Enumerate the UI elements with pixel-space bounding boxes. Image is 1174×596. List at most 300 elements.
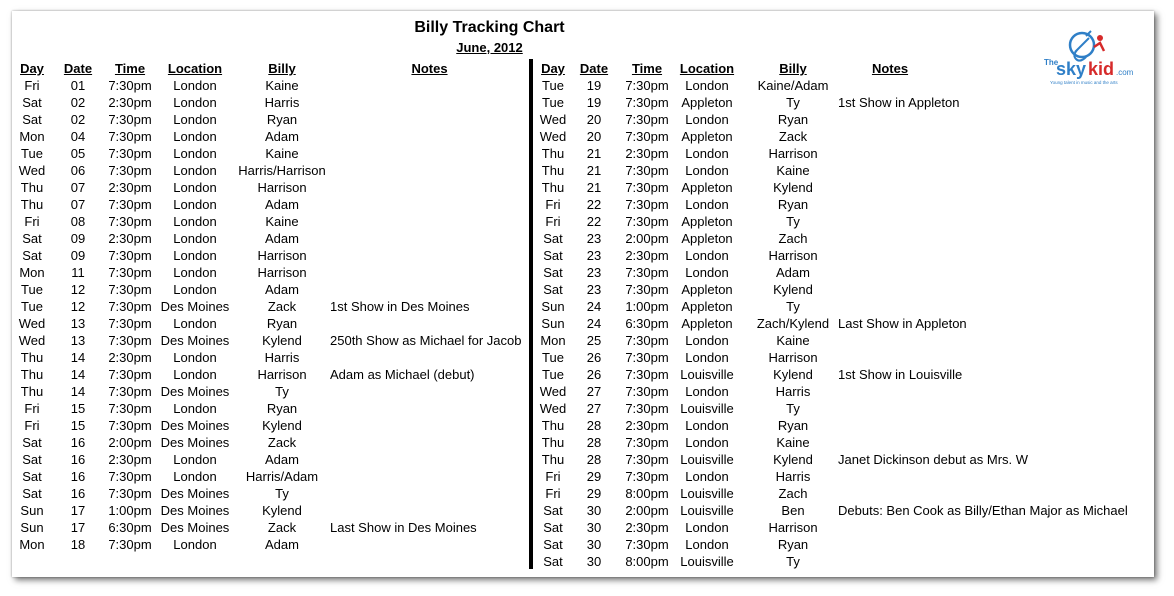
cell-billy: Kylend — [773, 282, 813, 297]
table-header — [12, 60, 528, 77]
table-row — [12, 230, 528, 247]
cell-location: London — [173, 214, 217, 229]
cell-date: 30 — [586, 537, 602, 552]
cell-day: Sat — [22, 486, 42, 501]
table-row — [12, 281, 528, 298]
cell-location: London — [173, 401, 217, 416]
table-row — [533, 468, 1154, 485]
table-row — [12, 468, 528, 485]
cell-date: 19 — [586, 78, 602, 93]
cell-billy: Adam — [265, 282, 299, 297]
cell-location: Des Moines — [160, 520, 230, 535]
cell-day: Sat — [22, 435, 42, 450]
cell-location: London — [685, 112, 729, 127]
header-time: Time — [631, 61, 663, 76]
cell-location: Appleton — [681, 316, 733, 331]
cell-billy: Zach — [778, 486, 808, 501]
cell-day: Tue — [542, 95, 564, 110]
cell-date: 07 — [70, 180, 86, 195]
cell-location: London — [173, 367, 217, 382]
cell-time: 7:30pm — [108, 384, 152, 399]
table-row — [12, 451, 528, 468]
cell-day: Tue — [542, 350, 564, 365]
cell-date: 30 — [586, 503, 602, 518]
cell-date: 15 — [70, 401, 86, 416]
cell-time: 7:30pm — [108, 146, 152, 161]
page-title: Billy Tracking Chart — [414, 19, 565, 36]
table-row — [12, 77, 528, 94]
cell-location: London — [685, 350, 729, 365]
cell-date: 28 — [586, 452, 602, 467]
cell-day: Sat — [22, 95, 42, 110]
table-row — [12, 264, 528, 281]
cell-billy: Harris/Harrison — [238, 163, 326, 178]
cell-billy: Harrison — [768, 520, 818, 535]
cell-date: 28 — [586, 435, 602, 450]
cell-date: 24 — [586, 316, 602, 331]
cell-location: London — [173, 231, 217, 246]
cell-location: Louisville — [680, 554, 734, 569]
cell-location: London — [685, 333, 729, 348]
cell-date: 23 — [586, 231, 602, 246]
cell-time: 7:30pm — [108, 537, 152, 552]
cell-date: 21 — [586, 146, 602, 161]
cell-day: Thu — [541, 452, 565, 467]
cell-time: 7:30pm — [625, 350, 669, 365]
cell-location: Des Moines — [160, 333, 230, 348]
cell-day: Sat — [543, 265, 563, 280]
cell-day: Fri — [545, 214, 561, 229]
cell-location: Louisville — [680, 367, 734, 382]
cell-location: Des Moines — [160, 435, 230, 450]
cell-time: 7:30pm — [108, 129, 152, 144]
cell-notes: 1st Show in Des Moines — [330, 299, 470, 314]
cell-location: London — [173, 129, 217, 144]
cell-location: London — [685, 163, 729, 178]
cell-day: Fri — [24, 78, 40, 93]
cell-location: London — [685, 197, 729, 212]
cell-location: Louisville — [680, 503, 734, 518]
cell-location: London — [685, 248, 729, 263]
cell-day: Wed — [539, 112, 567, 127]
table-row — [533, 383, 1154, 400]
table-row — [12, 400, 528, 417]
cell-date: 08 — [70, 214, 86, 229]
cell-time: 7:30pm — [108, 299, 152, 314]
table-row — [12, 366, 528, 383]
cell-time: 2:30pm — [625, 248, 669, 263]
table-row — [12, 145, 528, 162]
table-row — [533, 179, 1154, 196]
cell-billy: Kaine — [265, 146, 299, 161]
cell-day: Fri — [545, 197, 561, 212]
table-row — [12, 128, 528, 145]
cell-time: 7:30pm — [108, 265, 152, 280]
cell-notes: Janet Dickinson debut as Mrs. W — [838, 452, 1029, 467]
cell-billy: Ty — [786, 554, 800, 569]
cell-date: 16 — [70, 469, 86, 484]
table-row — [12, 383, 528, 400]
cell-location: Louisville — [680, 452, 734, 467]
cell-day: Thu — [541, 180, 565, 195]
table-row — [533, 451, 1154, 468]
cell-location: London — [685, 418, 729, 433]
table-row — [12, 94, 528, 111]
cell-time: 8:00pm — [625, 554, 669, 569]
cell-billy: Zack — [778, 129, 808, 144]
cell-billy: Ty — [786, 401, 800, 416]
table-row — [12, 519, 528, 536]
cell-day: Thu — [20, 197, 44, 212]
header-notes: Notes — [411, 61, 448, 76]
cell-day: Sat — [543, 282, 563, 297]
table-row — [533, 434, 1154, 451]
schedule-table-left — [12, 60, 528, 553]
cell-billy: Zach/Kylend — [756, 316, 830, 331]
cell-billy: Kylend — [773, 452, 813, 467]
cell-billy: Harrison — [768, 146, 818, 161]
cell-date: 12 — [70, 282, 86, 297]
cell-billy: Adam — [265, 452, 299, 467]
table-row — [533, 536, 1154, 553]
header-day: Day — [541, 61, 565, 76]
cell-date: 05 — [70, 146, 86, 161]
cell-time: 7:30pm — [108, 282, 152, 297]
cell-location: London — [173, 316, 217, 331]
cell-day: Tue — [21, 282, 43, 297]
cell-time: 7:30pm — [625, 384, 669, 399]
cell-location: London — [173, 469, 217, 484]
table-row — [533, 264, 1154, 281]
cell-date: 26 — [586, 350, 602, 365]
table-row — [533, 196, 1154, 213]
cell-billy: Harris — [264, 95, 300, 110]
cell-date: 23 — [586, 248, 602, 263]
cell-location: London — [173, 146, 217, 161]
cell-time: 7:30pm — [108, 333, 152, 348]
cell-billy: Kylend — [773, 180, 813, 195]
cell-time: 7:30pm — [625, 469, 669, 484]
cell-billy: Ryan — [266, 316, 298, 331]
table-row — [12, 298, 528, 315]
cell-billy: Ty — [786, 214, 800, 229]
cell-notes: 1st Show in Louisville — [838, 367, 963, 382]
cell-location: London — [173, 197, 217, 212]
cell-date: 18 — [70, 537, 86, 552]
table-row — [533, 111, 1154, 128]
cell-time: 7:30pm — [108, 418, 152, 433]
cell-day: Sun — [541, 316, 565, 331]
cell-billy: Kaine — [265, 214, 299, 229]
cell-time: 7:30pm — [108, 486, 152, 501]
cell-time: 2:00pm — [625, 231, 669, 246]
table-row — [533, 315, 1154, 332]
cell-day: Sat — [543, 231, 563, 246]
header-day: Day — [20, 61, 44, 76]
cell-date: 20 — [586, 129, 602, 144]
cell-billy: Zack — [267, 299, 297, 314]
cell-time: 7:30pm — [108, 112, 152, 127]
cell-billy: Harris — [264, 350, 300, 365]
table-row — [12, 536, 528, 553]
cell-date: 19 — [586, 95, 602, 110]
cell-time: 7:30pm — [625, 197, 669, 212]
cell-date: 13 — [70, 316, 86, 331]
table-row — [533, 349, 1154, 366]
cell-notes: Last Show in Des Moines — [330, 520, 477, 535]
cell-location: London — [173, 248, 217, 263]
cell-location: Appleton — [681, 129, 733, 144]
cell-date: 02 — [70, 95, 86, 110]
cell-location: London — [173, 452, 217, 467]
cell-billy: Ben — [781, 503, 805, 518]
table-row — [533, 485, 1154, 502]
page-subtitle: June, 2012 — [456, 40, 523, 55]
cell-day: Sat — [22, 452, 42, 467]
table-row — [533, 332, 1154, 349]
cell-day: Sat — [22, 112, 42, 127]
table-row — [12, 434, 528, 451]
cell-location: Appleton — [681, 95, 733, 110]
cell-time: 7:30pm — [108, 248, 152, 263]
cell-time: 2:30pm — [625, 146, 669, 161]
cell-time: 2:30pm — [625, 418, 669, 433]
cell-date: 01 — [70, 78, 86, 93]
cell-time: 7:30pm — [625, 367, 669, 382]
cell-location: London — [173, 112, 217, 127]
table-row — [533, 502, 1154, 519]
cell-date: 02 — [70, 112, 86, 127]
cell-date: 12 — [70, 299, 86, 314]
cell-billy: Adam — [776, 265, 810, 280]
cell-time: 7:30pm — [108, 401, 152, 416]
cell-billy: Ryan — [266, 401, 298, 416]
cell-time: 7:30pm — [625, 180, 669, 195]
cell-date: 16 — [70, 435, 86, 450]
cell-time: 7:30pm — [625, 333, 669, 348]
table-row — [533, 417, 1154, 434]
cell-time: 2:30pm — [108, 180, 152, 195]
cell-billy: Kylend — [773, 367, 813, 382]
table-row — [533, 94, 1154, 111]
cell-day: Wed — [18, 333, 46, 348]
cell-time: 2:00pm — [625, 503, 669, 518]
cell-billy: Ryan — [777, 197, 809, 212]
cell-time: 7:30pm — [108, 367, 152, 382]
cell-time: 7:30pm — [108, 163, 152, 178]
header-time: Time — [114, 61, 146, 76]
cell-time: 7:30pm — [625, 265, 669, 280]
table-row — [12, 485, 528, 502]
cell-date: 29 — [586, 486, 602, 501]
table-row — [533, 298, 1154, 315]
cell-date: 29 — [586, 469, 602, 484]
schedule-table-right — [533, 60, 1154, 570]
cell-billy: Ryan — [777, 537, 809, 552]
cell-day: Mon — [19, 129, 45, 144]
cell-date: 22 — [586, 197, 602, 212]
cell-time: 7:30pm — [108, 214, 152, 229]
cell-location: Des Moines — [160, 418, 230, 433]
cell-day: Sun — [20, 520, 44, 535]
cell-time: 2:30pm — [108, 95, 152, 110]
cell-date: 26 — [586, 367, 602, 382]
cell-billy: Kaine/Adam — [757, 78, 829, 93]
cell-day: Sat — [543, 520, 563, 535]
cell-day: Mon — [540, 333, 566, 348]
cell-day: Mon — [19, 265, 45, 280]
cell-billy: Harrison — [257, 367, 307, 382]
cell-location: London — [173, 163, 217, 178]
cell-day: Sat — [543, 537, 563, 552]
table-row — [533, 213, 1154, 230]
cell-billy: Zach — [778, 231, 808, 246]
cell-location: Des Moines — [160, 486, 230, 501]
cell-location: Louisville — [680, 401, 734, 416]
cell-day: Tue — [542, 78, 564, 93]
table-row — [533, 366, 1154, 383]
cell-billy: Adam — [265, 129, 299, 144]
cell-notes: Last Show in Appleton — [838, 316, 967, 331]
table-row — [533, 553, 1154, 570]
cell-day: Sat — [543, 248, 563, 263]
table-row — [12, 502, 528, 519]
cell-location: London — [173, 78, 217, 93]
table-row — [533, 128, 1154, 145]
cell-billy: Zack — [267, 435, 297, 450]
cell-billy: Ty — [275, 384, 289, 399]
cell-date: 14 — [70, 367, 86, 382]
cell-location: London — [685, 520, 729, 535]
cell-time: 7:30pm — [625, 129, 669, 144]
table-row — [12, 179, 528, 196]
cell-location: Louisville — [680, 486, 734, 501]
cell-day: Fri — [24, 401, 40, 416]
cell-date: 13 — [70, 333, 86, 348]
cell-date: 07 — [70, 197, 86, 212]
cell-location: Appleton — [681, 299, 733, 314]
cell-location: London — [685, 78, 729, 93]
cell-date: 27 — [586, 401, 602, 416]
cell-day: Thu — [541, 146, 565, 161]
cell-billy: Adam — [265, 231, 299, 246]
cell-billy: Ty — [786, 95, 800, 110]
cell-date: 16 — [70, 452, 86, 467]
cell-time: 7:30pm — [625, 282, 669, 297]
cell-time: 7:30pm — [625, 78, 669, 93]
cell-date: 21 — [586, 163, 602, 178]
cell-time: 2:30pm — [108, 452, 152, 467]
cell-time: 2:30pm — [625, 520, 669, 535]
cell-time: 7:30pm — [625, 452, 669, 467]
cell-date: 30 — [586, 554, 602, 569]
cell-billy: Ty — [786, 299, 800, 314]
cell-billy: Ryan — [777, 418, 809, 433]
cell-time: 2:30pm — [108, 350, 152, 365]
cell-time: 7:30pm — [108, 78, 152, 93]
table-row — [12, 162, 528, 179]
cell-date: 27 — [586, 384, 602, 399]
header-location: Location — [167, 61, 223, 76]
cell-location: Appleton — [681, 180, 733, 195]
cell-date: 15 — [70, 418, 86, 433]
cell-time: 2:00pm — [108, 435, 152, 450]
cell-day: Thu — [20, 384, 44, 399]
table-header — [533, 60, 1154, 77]
cell-time: 1:00pm — [108, 503, 152, 518]
cell-time: 1:00pm — [625, 299, 669, 314]
cell-billy: Harris — [775, 469, 811, 484]
cell-date: 17 — [70, 520, 86, 535]
cell-day: Sat — [543, 503, 563, 518]
cell-day: Wed — [539, 401, 567, 416]
cell-notes: Adam as Michael (debut) — [330, 367, 475, 382]
table-row — [533, 519, 1154, 536]
cell-time: 7:30pm — [625, 435, 669, 450]
cell-billy: Adam — [265, 197, 299, 212]
cell-notes: 1st Show in Appleton — [838, 95, 960, 110]
cell-day: Thu — [20, 180, 44, 195]
cell-billy: Kylend — [262, 333, 302, 348]
cell-time: 7:30pm — [108, 197, 152, 212]
cell-location: London — [173, 180, 217, 195]
cell-day: Sat — [22, 469, 42, 484]
cell-day: Thu — [541, 435, 565, 450]
table-row — [533, 400, 1154, 417]
cell-day: Sun — [20, 503, 44, 518]
cell-date: 09 — [70, 248, 86, 263]
cell-billy: Kylend — [262, 503, 302, 518]
cell-date: 21 — [586, 180, 602, 195]
cell-day: Fri — [545, 469, 561, 484]
cell-day: Tue — [542, 367, 564, 382]
cell-day: Fri — [24, 418, 40, 433]
table-row — [12, 315, 528, 332]
cell-location: London — [173, 282, 217, 297]
logo-kid: kid — [1088, 59, 1115, 79]
cell-location: Appleton — [681, 282, 733, 297]
cell-billy: Ryan — [777, 112, 809, 127]
spreadsheet-page — [12, 11, 1154, 577]
cell-day: Sun — [541, 299, 565, 314]
cell-date: 04 — [70, 129, 86, 144]
cell-date: 28 — [586, 418, 602, 433]
logo-the: The — [1044, 58, 1059, 67]
cell-day: Wed — [539, 129, 567, 144]
cell-billy: Kylend — [262, 418, 302, 433]
cell-date: 22 — [586, 214, 602, 229]
cell-day: Thu — [20, 367, 44, 382]
table-row — [12, 332, 528, 349]
cell-location: Appleton — [681, 214, 733, 229]
cell-time: 7:30pm — [625, 537, 669, 552]
header-billy: Billy — [268, 61, 296, 76]
cell-billy: Harrison — [768, 248, 818, 263]
cell-billy: Harrison — [257, 180, 307, 195]
cell-billy: Adam — [265, 537, 299, 552]
cell-time: 7:30pm — [108, 316, 152, 331]
cell-day: Mon — [19, 537, 45, 552]
cell-billy: Harrison — [768, 350, 818, 365]
cell-billy: Kaine — [776, 163, 810, 178]
cell-billy: Harris/Adam — [245, 469, 319, 484]
cell-notes: Debuts: Ben Cook as Billy/Ethan Major as Michael — [838, 503, 1128, 518]
cell-location: London — [173, 95, 217, 110]
cell-date: 16 — [70, 486, 86, 501]
table-row — [533, 145, 1154, 162]
header-notes: Notes — [871, 61, 909, 76]
table-row — [12, 349, 528, 366]
